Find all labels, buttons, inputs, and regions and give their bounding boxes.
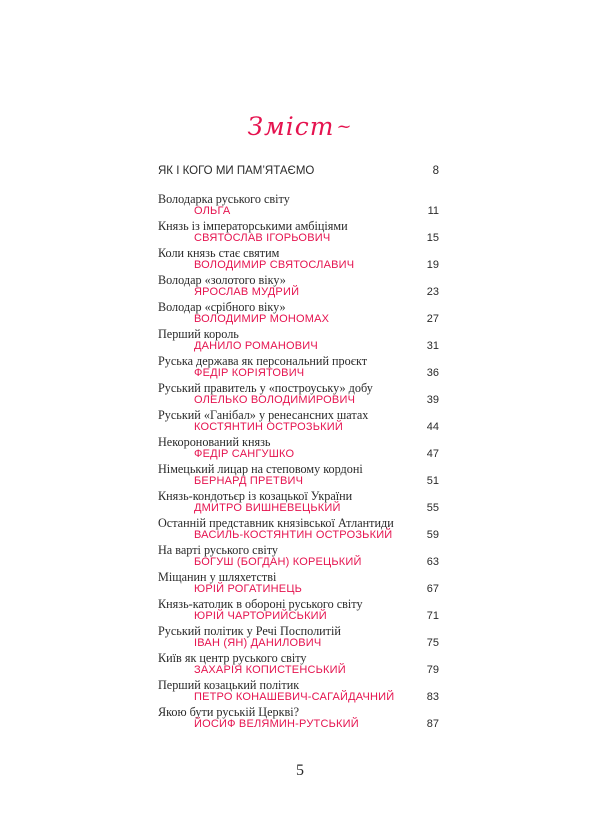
toc-entry-page: 87 — [426, 718, 439, 730]
toc-entry-description: Німецький лицар на степовому кордоні — [158, 462, 363, 476]
toc-entry-page: 15 — [426, 232, 439, 244]
toc-entry-page: 27 — [426, 313, 439, 325]
toc-entry-page: 44 — [426, 421, 439, 433]
toc-entry-description: Некоронований князь — [158, 435, 271, 449]
toc-entry-page: 55 — [426, 502, 439, 514]
toc-entry-description: Князь із імператорськими амбіціями — [158, 219, 348, 233]
toc-entry-name: ФЕДІР САНГУШКО — [194, 448, 295, 460]
toc-entry-page: 63 — [426, 556, 439, 568]
toc-entry-page: 23 — [426, 286, 439, 298]
table-of-contents — [158, 193, 439, 733]
toc-entry-description: На варті руського світу — [158, 543, 278, 557]
toc-entry[interactable] — [158, 355, 439, 382]
toc-entry-page: 51 — [426, 475, 439, 487]
toc-entry[interactable] — [158, 679, 439, 706]
toc-entry-description: Перший король — [158, 327, 239, 341]
toc-entry-description: Коли князь стає святим — [158, 246, 280, 260]
toc-entry[interactable] — [158, 328, 439, 355]
toc-entry-page: 83 — [426, 691, 439, 703]
toc-entry[interactable] — [158, 220, 439, 247]
toc-entry-page: 67 — [426, 583, 439, 595]
toc-entry-page: 36 — [426, 367, 439, 379]
toc-entry-name: ДМИТРО ВИШНЕВЕЦЬКИЙ — [194, 502, 341, 514]
toc-entry-name: ВАСИЛЬ-КОСТЯНТИН ОСТРОЗЬКИЙ — [194, 529, 393, 541]
toc-entry-page: 59 — [426, 529, 439, 541]
page-number: 5 — [296, 762, 304, 779]
toc-entry[interactable] — [158, 571, 439, 598]
toc-entry-description: Руський правитель у «построуську» добу — [158, 381, 373, 395]
toc-entry-description: Якою бути руській Церкві? — [158, 705, 300, 719]
toc-entry-name: ІВАН (ЯН) ДАНИЛОВИЧ — [194, 637, 322, 649]
toc-entry-description: Володар «золотого віку» — [158, 273, 286, 287]
toc-entry-name: ВОЛОДИМИР МОНОМАХ — [194, 313, 330, 325]
toc-entry-name: ДАНИЛО РОМАНОВИЧ — [194, 340, 318, 352]
toc-intro-row[interactable] — [158, 165, 439, 177]
toc-entry-description: Руський політик у Речі Посполитій — [158, 624, 341, 638]
toc-entry-page: 31 — [426, 340, 439, 352]
toc-entry-name: ОЛЬГА — [194, 205, 231, 217]
toc-entry[interactable] — [158, 382, 439, 409]
toc-entry[interactable] — [158, 274, 439, 301]
toc-entry-description: Перший козацький політик — [158, 678, 300, 692]
toc-entry-description: Руський «Ганібал» у ренесансних шатах — [158, 408, 369, 422]
toc-entry-page: 39 — [426, 394, 439, 406]
toc-entry[interactable] — [158, 517, 439, 544]
toc-entry-name: ЮРІЙ ЧАРТОРИЙСЬКИЙ — [194, 610, 327, 622]
toc-entry-page: 75 — [426, 637, 439, 649]
toc-intro-page: 8 — [432, 165, 439, 177]
toc-entry-name: ЙОСИФ ВЕЛЯМИН-РУТСЬКИЙ — [194, 718, 359, 730]
toc-entry-page: 47 — [426, 448, 439, 460]
toc-intro-label: ЯК І КОГО МИ ПАМ’ЯТАЄМО — [158, 165, 315, 177]
toc-entry-description: Руська держава як персональний проєкт — [158, 354, 368, 368]
toc-entry[interactable] — [158, 301, 439, 328]
toc-entry-name: ОЛЕЛЬКО ВОЛОДИМИРОВИЧ — [194, 394, 356, 406]
toc-entry-page: 79 — [426, 664, 439, 676]
toc-entry[interactable] — [158, 193, 439, 220]
title-swash-ornament: ~ — [336, 116, 353, 137]
toc-entry-description: Князь-католик в обороні руського світу — [158, 597, 363, 611]
toc-entry[interactable] — [158, 652, 439, 679]
toc-entry[interactable] — [158, 544, 439, 571]
toc-entry[interactable] — [158, 598, 439, 625]
toc-entry-page: 11 — [427, 205, 439, 217]
toc-entry-name: ЗАХАРІЯ КОПИСТЕНСЬКИЙ — [194, 664, 346, 676]
page-title — [0, 112, 600, 141]
toc-entry[interactable] — [158, 490, 439, 517]
title-text: Зміст — [247, 112, 335, 141]
toc-entry-description: Володарка руського світу — [158, 192, 290, 206]
toc-entry-page: 71 — [426, 610, 439, 622]
toc-entry-name: ПЕТРО КОНАШЕВИЧ-САГАЙДАЧНИЙ — [194, 691, 395, 703]
toc-entry-name: ФЕДІР КОРІЯТОВИЧ — [194, 367, 305, 379]
toc-entry-name: СВЯТОСЛАВ ІГОРЬОВИЧ — [194, 232, 331, 244]
toc-entry-description: Міщанин у шляхетстві — [158, 570, 277, 584]
toc-entry-description: Останній представник князівської Атлантиди — [158, 516, 394, 530]
toc-entry-name: ЮРІЙ РОГАТИНЕЦЬ — [194, 583, 303, 595]
toc-entry[interactable] — [158, 436, 439, 463]
toc-entry-name: КОСТЯНТИН ОСТРОЗЬКИЙ — [194, 421, 343, 433]
toc-entry-description: Князь-кондотьєр із козацької України — [158, 489, 353, 503]
toc-entry-name: БЕРНАРД ПРЕТВИЧ — [194, 475, 304, 487]
toc-entry-name: ЯРОСЛАВ МУДРИЙ — [194, 286, 300, 298]
toc-entry[interactable] — [158, 706, 439, 733]
toc-entry-name: БОГУШ (БОГДАН) КОРЕЦЬКИЙ — [194, 556, 362, 568]
toc-entry-name: ВОЛОДИМИР СВЯТОСЛАВИЧ — [194, 259, 355, 271]
toc-entry[interactable] — [158, 247, 439, 274]
toc-entry-page: 19 — [426, 259, 439, 271]
toc-entry-description: Володар «срібного віку» — [158, 300, 286, 314]
toc-entry[interactable] — [158, 463, 439, 490]
toc-entry[interactable] — [158, 625, 439, 652]
toc-entry-description: Київ як центр руського світу — [158, 651, 307, 665]
toc-entry[interactable] — [158, 409, 439, 436]
